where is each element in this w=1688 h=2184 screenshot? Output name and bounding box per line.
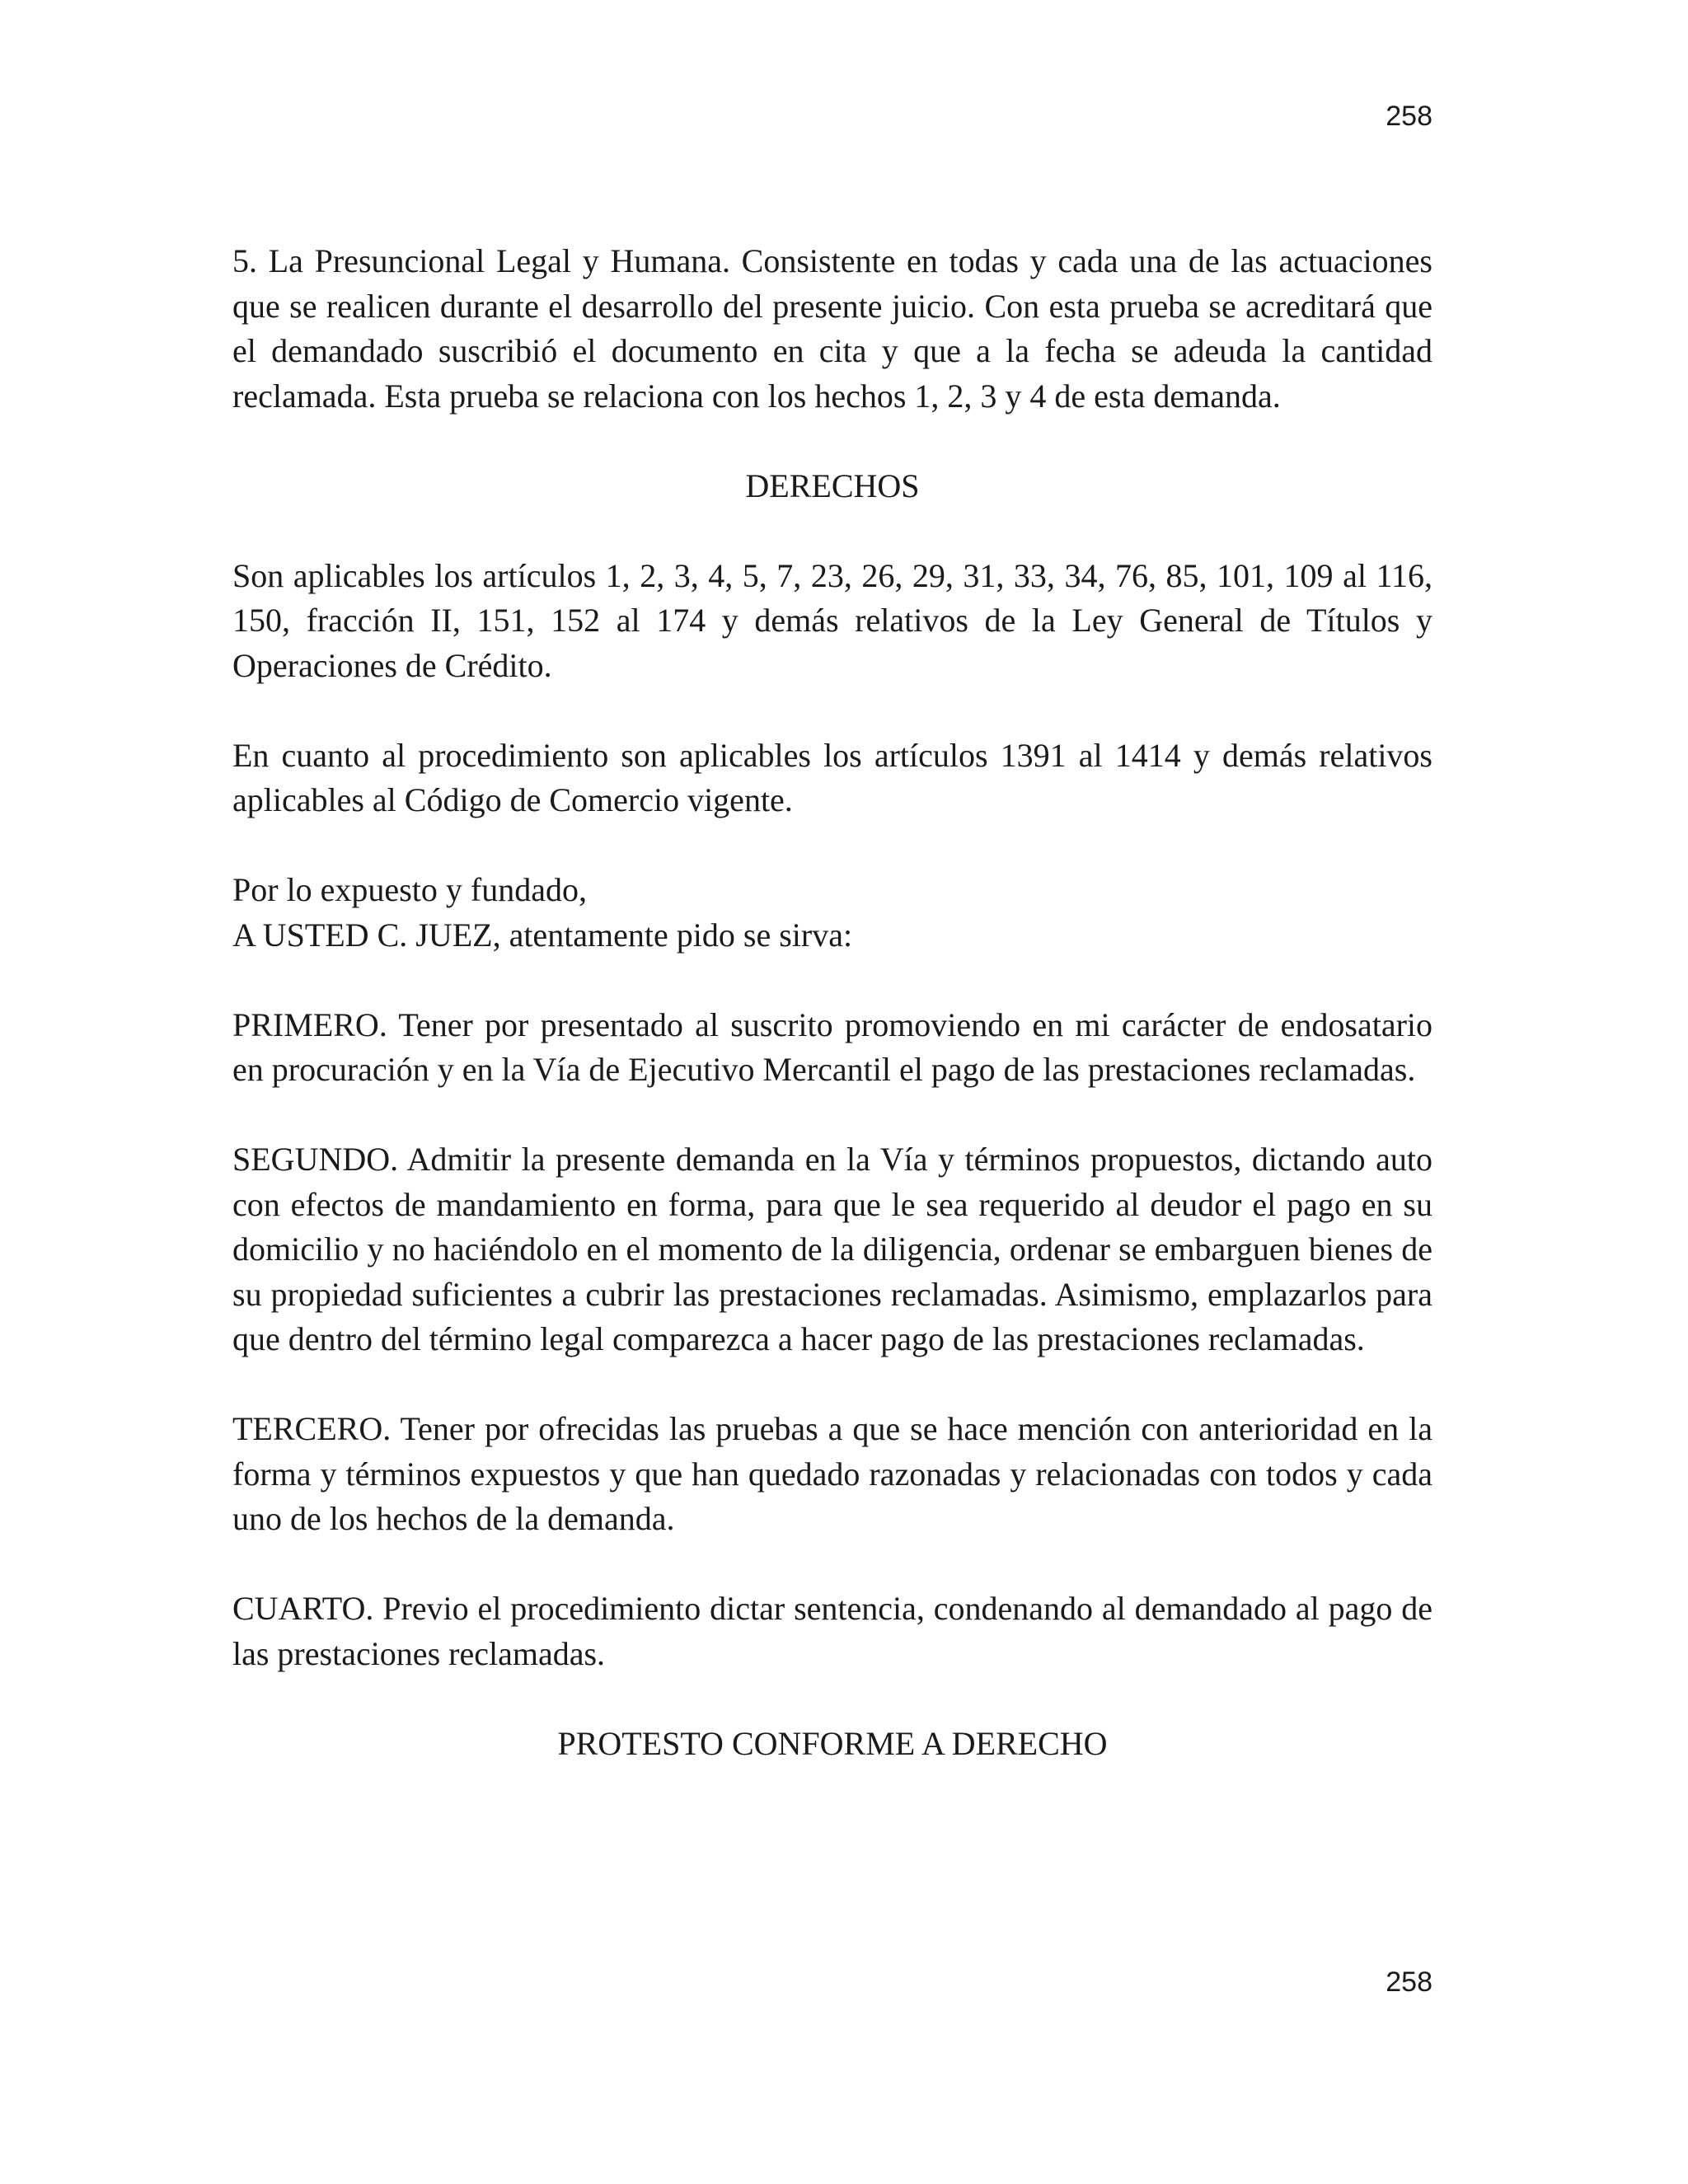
paragraph-procedimiento: En cuanto al procedimiento son aplicables los artículos 1391 al 1414 y demás relativos aplicables al Código de Comercio vigente. <box>232 736 1432 818</box>
paragraph-cuarto: CUARTO. Previo el procedimiento dictar sentencia, condenando al demandado al pago de las prestaciones reclamadas. <box>232 1590 1432 1672</box>
closing-protesto: PROTESTO CONFORME A DERECHO <box>557 1724 1108 1762</box>
page-number-bottom: 258 <box>1386 1966 1432 1998</box>
text-usted-juez: A USTED C. JUEZ, atentamente pido se sirva: <box>232 916 853 954</box>
text-expuesto: Por lo expuesto y fundado, <box>232 871 587 908</box>
page-number-top: 258 <box>1386 101 1432 132</box>
paragraph-articulos-ley: Son aplicables los artículos 1, 2, 3, 4, 5, 7, 23, 26, 29, 31, 33, 34, 76, 85, 101, 109 al 116, 150, fracción II, 151, 152 al 174 y demás relativos de la Ley General de Títulos y Operaciones de Crédito. <box>232 556 1432 684</box>
paragraph-primero: PRIMERO. Tener por presentado al suscrito promoviendo en mi carácter de endosatario en procuración y en la Vía de Ejecutivo Mercantil el pago de las prestaciones reclamadas. <box>232 1005 1432 1088</box>
paragraph-presuncional: 5. La Presuncional Legal y Humana. Consistente en todas y cada una de las actuaciones que se realicen durante el desarrollo del presente juicio. Con esta prueba se acreditará que el demandado suscribió el documento en cita y que a la fecha se adeuda la cantidad reclamada. Esta prueba se relaciona con los hechos 1, 2, 3 y 4 de esta demanda. <box>232 242 1432 415</box>
heading-derechos: DERECHOS <box>745 466 920 504</box>
paragraph-segundo: SEGUNDO. Admitir la presente demanda en la Vía y términos propuestos, dictando auto con efectos de mandamiento en forma, para que le sea requerido al deudor el pago en su domicilio y no haciéndolo en el momento de la diligencia, ordenar se embarguen bienes de su propiedad suficientes a cubrir las prestaciones reclamadas. Asimismo, emplazarlos para que dentro del término legal comparezca a hacer pago de las prestaciones reclamadas. <box>232 1141 1432 1357</box>
document-body <box>232 239 1432 1766</box>
paragraph-tercero: TERCERO. Tener por ofrecidas las pruebas a que se hace mención con anterioridad en la forma y términos expuestos y que han quedado razonadas y relacionadas con todos y cada uno de los hechos de la demanda. <box>232 1410 1432 1537</box>
